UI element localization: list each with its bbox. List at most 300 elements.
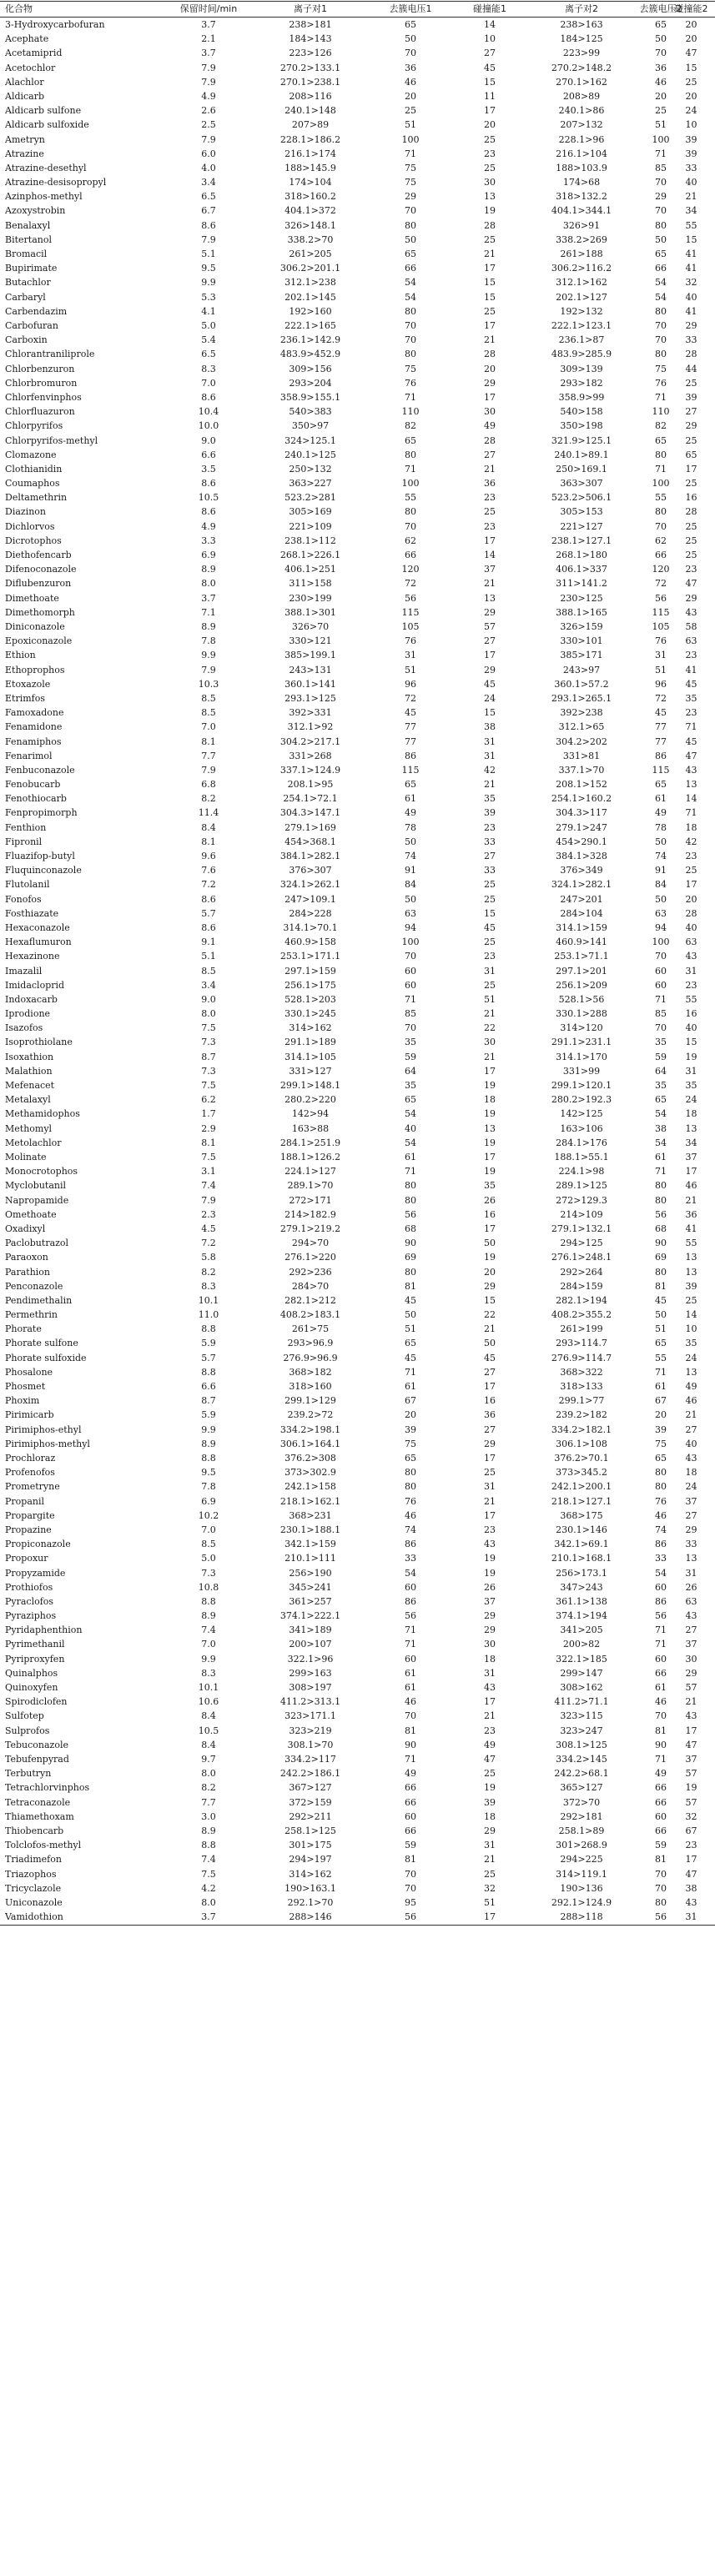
cell-declustering-potential-2: 54 (655, 1137, 667, 1148)
cell-retention-time: 8.0 (201, 1768, 216, 1780)
cell-declustering-potential-2: 70 (655, 205, 667, 217)
cell-ion-pair-1: 299>163 (289, 1667, 332, 1679)
cell-declustering-potential-1: 90 (405, 1238, 416, 1249)
cell-ion-pair-1: 314.1>105 (284, 1051, 336, 1062)
cell-collision-energy-1: 25 (484, 1868, 496, 1880)
header-compound: 化合物 (5, 3, 33, 14)
cell-ion-pair-1: 312.1>238 (284, 277, 336, 289)
cell-declustering-potential-2: 56 (655, 1610, 667, 1622)
cell-collision-energy-2: 25 (685, 520, 697, 532)
header-ion-pair-2: 离子对2 (565, 3, 598, 14)
cell-collision-energy-1: 19 (484, 1137, 496, 1148)
cell-retention-time: 5.4 (201, 334, 216, 346)
cell-declustering-potential-2: 56 (655, 592, 667, 604)
cell-ion-pair-2: 299>147 (560, 1667, 603, 1679)
cell-declustering-potential-1: 85 (405, 1008, 416, 1020)
cell-declustering-potential-1: 94 (405, 921, 416, 933)
cell-declustering-potential-2: 60 (655, 1653, 667, 1665)
cell-retention-time: 9.0 (201, 993, 216, 1005)
cell-ion-pair-2: 384.1>328 (556, 851, 607, 862)
cell-retention-time: 8.1 (201, 836, 216, 847)
cell-ion-pair-1: 224.1>127 (284, 1166, 336, 1178)
cell-ion-pair-2: 312.1>65 (558, 721, 605, 733)
cell-compound: Mefenacet (5, 1080, 55, 1092)
cell-collision-energy-1: 50 (484, 1238, 496, 1249)
cell-compound: Benalaxyl (5, 219, 51, 231)
cell-ion-pair-1: 192>160 (289, 305, 332, 317)
cell-collision-energy-1: 39 (484, 807, 496, 819)
cell-compound: Hexaflumuron (5, 936, 72, 948)
cell-declustering-potential-1: 80 (405, 449, 416, 460)
cell-declustering-potential-1: 61 (405, 1682, 416, 1694)
cell-retention-time: 8.6 (201, 219, 216, 231)
cell-retention-time: 8.6 (201, 478, 216, 490)
cell-declustering-potential-2: 20 (655, 1409, 667, 1421)
cell-declustering-potential-1: 60 (405, 1810, 416, 1822)
cell-ion-pair-2: 256.1>209 (556, 979, 607, 991)
cell-compound: Acetamiprid (5, 48, 63, 59)
cell-declustering-potential-2: 120 (652, 564, 670, 575)
cell-collision-energy-1: 27 (484, 635, 496, 647)
cell-collision-energy-1: 23 (484, 821, 496, 833)
cell-ion-pair-2: 306.1>108 (556, 1438, 607, 1449)
cell-compound: Carbaryl (5, 291, 46, 303)
cell-ion-pair-1: 345>241 (289, 1581, 332, 1593)
cell-compound: Clothianidin (5, 463, 63, 475)
table-row (0, 1537, 715, 1551)
cell-collision-energy-2: 29 (685, 592, 697, 604)
cell-collision-energy-2: 21 (685, 191, 697, 203)
table-row (0, 548, 715, 562)
cell-compound: Famoxadone (5, 707, 64, 719)
table-row (0, 1250, 715, 1264)
cell-declustering-potential-2: 70 (655, 1882, 667, 1894)
cell-declustering-potential-1: 31 (405, 650, 416, 661)
cell-retention-time: 6.6 (201, 1381, 216, 1393)
cell-declustering-potential-2: 71 (655, 1639, 667, 1650)
cell-retention-time: 7.2 (201, 879, 216, 891)
cell-compound: Butachlor (5, 277, 51, 289)
cell-retention-time: 11.0 (198, 1309, 219, 1321)
cell-collision-energy-2: 13 (685, 1553, 697, 1564)
cell-retention-time: 7.2 (201, 1238, 216, 1249)
cell-collision-energy-2: 17 (685, 1854, 697, 1865)
table-row (0, 1122, 715, 1136)
cell-declustering-potential-1: 64 (405, 1065, 416, 1077)
cell-ion-pair-1: 221>109 (289, 520, 332, 532)
cell-ion-pair-2: 304.2>202 (556, 736, 607, 747)
table-row (0, 1279, 715, 1293)
cell-ion-pair-1: 368>182 (289, 1366, 332, 1378)
cell-compound: Azoxystrobin (5, 205, 66, 217)
cell-declustering-potential-1: 56 (405, 1911, 416, 1923)
cell-collision-energy-2: 47 (685, 48, 697, 59)
table-row (0, 1164, 715, 1178)
cell-ion-pair-2: 385>171 (560, 650, 603, 661)
cell-compound: Penconazole (5, 1280, 63, 1292)
cell-ion-pair-2: 276.1>248.1 (551, 1252, 612, 1263)
cell-declustering-potential-2: 60 (655, 1810, 667, 1822)
cell-compound: Tebuconazole (5, 1739, 68, 1750)
cell-declustering-potential-2: 50 (655, 33, 667, 45)
cell-declustering-potential-2: 63 (655, 907, 667, 919)
cell-declustering-potential-1: 71 (405, 1624, 416, 1636)
cell-declustering-potential-1: 54 (405, 1567, 416, 1579)
cell-retention-time: 5.1 (201, 249, 216, 260)
cell-collision-energy-1: 20 (484, 1266, 496, 1278)
cell-ion-pair-1: 331>268 (289, 750, 332, 761)
cell-collision-energy-2: 29 (685, 319, 697, 331)
cell-collision-energy-2: 14 (685, 1309, 697, 1321)
cell-declustering-potential-1: 70 (405, 520, 416, 532)
cell-collision-energy-1: 35 (484, 793, 496, 805)
cell-retention-time: 8.3 (201, 1280, 216, 1292)
cell-collision-energy-1: 33 (484, 836, 496, 847)
cell-ion-pair-2: 279.1>247 (556, 821, 607, 833)
cell-retention-time: 8.4 (201, 821, 216, 833)
cell-ion-pair-2: 250>169.1 (556, 463, 607, 475)
cell-compound: Pirimicarb (5, 1409, 54, 1421)
cell-declustering-potential-1: 20 (405, 1409, 416, 1421)
cell-ion-pair-1: 392>331 (289, 707, 332, 719)
table-row (0, 1479, 715, 1494)
cell-ion-pair-2: 236.1>87 (558, 334, 605, 346)
cell-declustering-potential-2: 81 (655, 1725, 667, 1736)
cell-collision-energy-1: 31 (484, 750, 496, 761)
cell-collision-energy-1: 21 (484, 334, 496, 346)
table-row (0, 1365, 715, 1379)
cell-ion-pair-1: 350>97 (291, 420, 330, 432)
cell-compound: Tetraconazole (5, 1796, 71, 1808)
cell-retention-time: 10.5 (198, 1725, 219, 1736)
cell-compound: Triazophos (5, 1868, 57, 1880)
cell-collision-energy-1: 27 (484, 449, 496, 460)
cell-collision-energy-1: 25 (484, 133, 496, 145)
table-row (0, 1896, 715, 1910)
cell-declustering-potential-1: 81 (405, 1854, 416, 1865)
cell-declustering-potential-1: 95 (405, 1896, 416, 1908)
cell-ion-pair-2: 216.1>104 (556, 148, 607, 159)
cell-collision-energy-2: 39 (685, 133, 697, 145)
cell-ion-pair-2: 242.2>68.1 (554, 1768, 609, 1780)
cell-declustering-potential-2: 38 (655, 1122, 667, 1134)
cell-declustering-potential-2: 20 (655, 90, 667, 102)
cell-declustering-potential-2: 85 (655, 1008, 667, 1020)
cell-compound: Phoxim (5, 1395, 40, 1407)
cell-declustering-potential-1: 70 (405, 205, 416, 217)
cell-ion-pair-2: 308>162 (560, 1682, 603, 1694)
cell-declustering-potential-2: 33 (655, 1553, 667, 1564)
cell-collision-energy-2: 27 (685, 1624, 697, 1636)
cell-ion-pair-2: 363>307 (560, 478, 603, 490)
cell-compound: Bupirimate (5, 263, 58, 274)
cell-compound: Methamidophos (5, 1108, 80, 1120)
cell-compound: Dimethoate (5, 592, 59, 604)
cell-compound: Fenthion (5, 821, 47, 833)
cell-declustering-potential-2: 60 (655, 965, 667, 977)
cell-declustering-potential-2: 29 (655, 191, 667, 203)
cell-collision-energy-1: 28 (484, 349, 496, 360)
cell-ion-pair-1: 243>131 (289, 664, 332, 675)
table-row (0, 89, 715, 103)
cell-collision-energy-2: 47 (685, 1868, 697, 1880)
cell-retention-time: 9.5 (201, 1467, 216, 1479)
cell-declustering-potential-1: 70 (405, 951, 416, 962)
cell-collision-energy-1: 25 (484, 893, 496, 905)
cell-declustering-potential-2: 49 (655, 1768, 667, 1780)
cell-collision-energy-1: 29 (484, 664, 496, 675)
cell-declustering-potential-1: 65 (405, 1094, 416, 1106)
cell-ion-pair-1: 297.1>159 (284, 965, 336, 977)
table-row (0, 720, 715, 734)
cell-declustering-potential-2: 66 (655, 1782, 667, 1794)
cell-collision-energy-1: 49 (484, 420, 496, 432)
table-row (0, 505, 715, 519)
cell-declustering-potential-2: 50 (655, 836, 667, 847)
table-row (0, 605, 715, 620)
cell-compound: Atrazine-desethyl (5, 162, 87, 173)
cell-ion-pair-2: 270.2>148.2 (551, 62, 612, 73)
cell-retention-time: 7.9 (201, 664, 216, 675)
cell-compound: Prochloraz (5, 1453, 56, 1464)
cell-collision-energy-1: 17 (484, 1223, 496, 1234)
cell-compound: Propargite (5, 1509, 55, 1521)
cell-ion-pair-2: 392>238 (560, 707, 603, 719)
table-row (0, 863, 715, 877)
cell-collision-energy-1: 19 (484, 1782, 496, 1794)
cell-ion-pair-2: 324.1>282.1 (551, 879, 612, 891)
table-row (0, 490, 715, 505)
cell-ion-pair-1: 318>160 (289, 1381, 332, 1393)
table-row (0, 749, 715, 763)
cell-collision-energy-2: 58 (685, 620, 697, 632)
cell-retention-time: 9.9 (201, 1424, 216, 1435)
cell-compound: Omethoate (5, 1208, 57, 1220)
cell-collision-energy-1: 25 (484, 879, 496, 891)
table-row (0, 1594, 715, 1609)
cell-ion-pair-1: 299.1>129 (284, 1395, 336, 1407)
cell-ion-pair-1: 304.3>147.1 (279, 807, 341, 819)
cell-declustering-potential-2: 55 (655, 1352, 667, 1363)
cell-collision-energy-1: 24 (484, 692, 496, 704)
cell-collision-energy-2: 43 (685, 606, 697, 618)
cell-compound: Triadimefon (5, 1854, 62, 1865)
table-row (0, 1308, 715, 1322)
cell-ion-pair-1: 312.1>92 (287, 721, 334, 733)
cell-ion-pair-1: 528.1>203 (284, 993, 336, 1005)
cell-retention-time: 8.2 (201, 1266, 216, 1278)
table-row (0, 1351, 715, 1365)
table-row (0, 978, 715, 992)
table-row (0, 1150, 715, 1164)
cell-collision-energy-1: 19 (484, 1252, 496, 1263)
cell-compound: Fenobucarb (5, 779, 61, 791)
cell-collision-energy-2: 23 (685, 1840, 697, 1851)
cell-compound: Diflubenzuron (5, 578, 72, 590)
header-collision-energy-1: 碰撞能1 (473, 3, 506, 14)
cell-declustering-potential-1: 29 (405, 191, 416, 203)
cell-declustering-potential-1: 75 (405, 177, 416, 188)
cell-declustering-potential-2: 35 (655, 1037, 667, 1048)
cell-ion-pair-2: 314>120 (560, 1022, 603, 1034)
cell-collision-energy-2: 23 (685, 650, 697, 661)
cell-collision-energy-1: 15 (484, 907, 496, 919)
table-row (0, 706, 715, 720)
cell-ion-pair-1: 254.1>72.1 (283, 793, 338, 805)
cell-compound: Deltamethrin (5, 492, 68, 504)
cell-declustering-potential-2: 90 (655, 1739, 667, 1750)
table-row (0, 333, 715, 347)
cell-ion-pair-1: 282.1>212 (284, 1294, 336, 1306)
cell-declustering-potential-1: 96 (405, 678, 416, 690)
table-row (0, 133, 715, 147)
cell-collision-energy-2: 55 (685, 219, 697, 231)
cell-collision-energy-2: 63 (685, 1595, 697, 1607)
cell-retention-time: 9.9 (201, 1653, 216, 1665)
cell-retention-time: 3.4 (201, 177, 216, 188)
cell-compound: Tricyclazole (5, 1882, 62, 1894)
cell-ion-pair-1: 216.1>174 (284, 148, 336, 159)
cell-declustering-potential-2: 71 (655, 148, 667, 159)
cell-collision-energy-1: 21 (484, 1854, 496, 1865)
cell-collision-energy-2: 32 (685, 1810, 697, 1822)
table-row (0, 1107, 715, 1121)
cell-declustering-potential-2: 60 (655, 1581, 667, 1593)
cell-declustering-potential-1: 66 (405, 1796, 416, 1808)
cell-collision-energy-1: 17 (484, 1509, 496, 1521)
cell-ion-pair-1: 523.2>281 (284, 492, 336, 504)
cell-ion-pair-2: 268.1>180 (556, 550, 607, 561)
table-row (0, 1064, 715, 1078)
table-bottom-rule (0, 1925, 715, 1926)
cell-retention-time: 8.1 (201, 1137, 216, 1148)
cell-compound: Thiamethoxam (5, 1810, 74, 1822)
table-row (0, 906, 715, 921)
cell-collision-energy-2: 19 (685, 1051, 697, 1062)
cell-collision-energy-2: 13 (685, 1122, 697, 1134)
cell-declustering-potential-1: 33 (405, 1553, 416, 1564)
table-row (0, 1810, 715, 1824)
cell-collision-energy-1: 17 (484, 1453, 496, 1464)
table-row (0, 1551, 715, 1565)
cell-declustering-potential-2: 60 (655, 979, 667, 991)
cell-retention-time: 8.0 (201, 578, 216, 590)
cell-declustering-potential-1: 71 (405, 1753, 416, 1765)
cell-compound: Myclobutanil (5, 1180, 67, 1192)
cell-declustering-potential-1: 115 (401, 606, 420, 618)
cell-declustering-potential-2: 77 (655, 721, 667, 733)
cell-declustering-potential-1: 54 (405, 277, 416, 289)
cell-collision-energy-2: 33 (685, 1539, 697, 1550)
cell-retention-time: 6.8 (201, 779, 216, 791)
cell-declustering-potential-2: 71 (655, 463, 667, 475)
table-row (0, 103, 715, 118)
cell-declustering-potential-1: 45 (405, 1352, 416, 1363)
table-row (0, 1050, 715, 1064)
table-row (0, 1193, 715, 1208)
cell-declustering-potential-1: 69 (405, 1252, 416, 1263)
cell-compound: Diazinon (5, 506, 47, 518)
cell-collision-energy-1: 17 (484, 1152, 496, 1162)
cell-collision-energy-1: 43 (484, 1539, 496, 1550)
cell-ion-pair-2: 411.2>71.1 (554, 1696, 609, 1708)
cell-collision-energy-2: 55 (685, 993, 697, 1005)
cell-collision-energy-1: 13 (484, 1122, 496, 1134)
cell-compound: Sulfotep (5, 1710, 44, 1722)
cell-declustering-potential-1: 20 (405, 90, 416, 102)
cell-ion-pair-2: 338.2>269 (556, 233, 607, 245)
table-row (0, 534, 715, 548)
cell-ion-pair-2: 312.1>162 (556, 277, 607, 289)
cell-declustering-potential-1: 50 (405, 836, 416, 847)
cell-compound: Chlorpyrifos (5, 420, 63, 432)
cell-compound: Prometryne (5, 1481, 60, 1493)
cell-declustering-potential-1: 90 (405, 1739, 416, 1750)
cell-compound: Bitertanol (5, 233, 52, 245)
cell-ion-pair-2: 322.1>185 (556, 1653, 607, 1665)
cell-collision-energy-1: 15 (484, 291, 496, 303)
table-row (0, 1695, 715, 1709)
cell-compound: Aldicarb sulfoxide (5, 119, 89, 131)
cell-compound: Fenamiphos (5, 736, 62, 747)
cell-collision-energy-1: 18 (484, 1094, 496, 1106)
table-row (0, 118, 715, 132)
cell-ion-pair-2: 214>109 (560, 1208, 603, 1220)
cell-collision-energy-1: 17 (484, 391, 496, 403)
table-row (0, 18, 715, 32)
cell-ion-pair-2: 224.1>98 (558, 1166, 605, 1178)
cell-retention-time: 1.7 (201, 1108, 216, 1120)
cell-declustering-potential-2: 115 (652, 764, 670, 776)
cell-retention-time: 8.3 (201, 1667, 216, 1679)
cell-collision-energy-2: 55 (685, 1238, 697, 1249)
cell-ion-pair-2: 242.1>200.1 (551, 1481, 612, 1493)
cell-declustering-potential-2: 90 (655, 1238, 667, 1249)
table-row (0, 1766, 715, 1780)
cell-ion-pair-1: 373>302.9 (284, 1467, 336, 1479)
cell-declustering-potential-2: 49 (655, 807, 667, 819)
cell-retention-time: 5.1 (201, 951, 216, 962)
cell-declustering-potential-2: 75 (655, 363, 667, 374)
table-row (0, 562, 715, 576)
cell-ion-pair-1: 268.1>226.1 (279, 550, 341, 561)
cell-ion-pair-1: 279.1>219.2 (279, 1223, 341, 1234)
table-row (0, 877, 715, 891)
cell-ion-pair-1: 314>162 (289, 1022, 332, 1034)
cell-collision-energy-2: 49 (685, 1381, 697, 1393)
cell-retention-time: 10.2 (198, 1509, 219, 1521)
cell-collision-energy-1: 30 (484, 406, 496, 418)
cell-ion-pair-2: 331>99 (562, 1065, 601, 1077)
cell-collision-energy-1: 21 (484, 779, 496, 791)
cell-declustering-potential-2: 67 (655, 1395, 667, 1407)
cell-retention-time: 2.1 (201, 33, 216, 45)
table-row (0, 1423, 715, 1437)
cell-collision-energy-1: 29 (484, 1825, 496, 1836)
cell-ion-pair-2: 276.9>114.7 (551, 1352, 612, 1363)
table-row (0, 32, 715, 46)
cell-ion-pair-1: 142>94 (291, 1108, 330, 1120)
cell-collision-energy-1: 17 (484, 1381, 496, 1393)
cell-declustering-potential-1: 86 (405, 1539, 416, 1550)
cell-declustering-potential-1: 91 (405, 865, 416, 876)
cell-declustering-potential-1: 66 (405, 1782, 416, 1794)
cell-ion-pair-1: 238.1>112 (284, 535, 336, 546)
cell-declustering-potential-1: 80 (405, 1180, 416, 1192)
cell-compound: Pyrimethanil (5, 1639, 65, 1650)
cell-compound: Phosalone (5, 1366, 53, 1378)
cell-retention-time: 7.4 (201, 1624, 216, 1636)
